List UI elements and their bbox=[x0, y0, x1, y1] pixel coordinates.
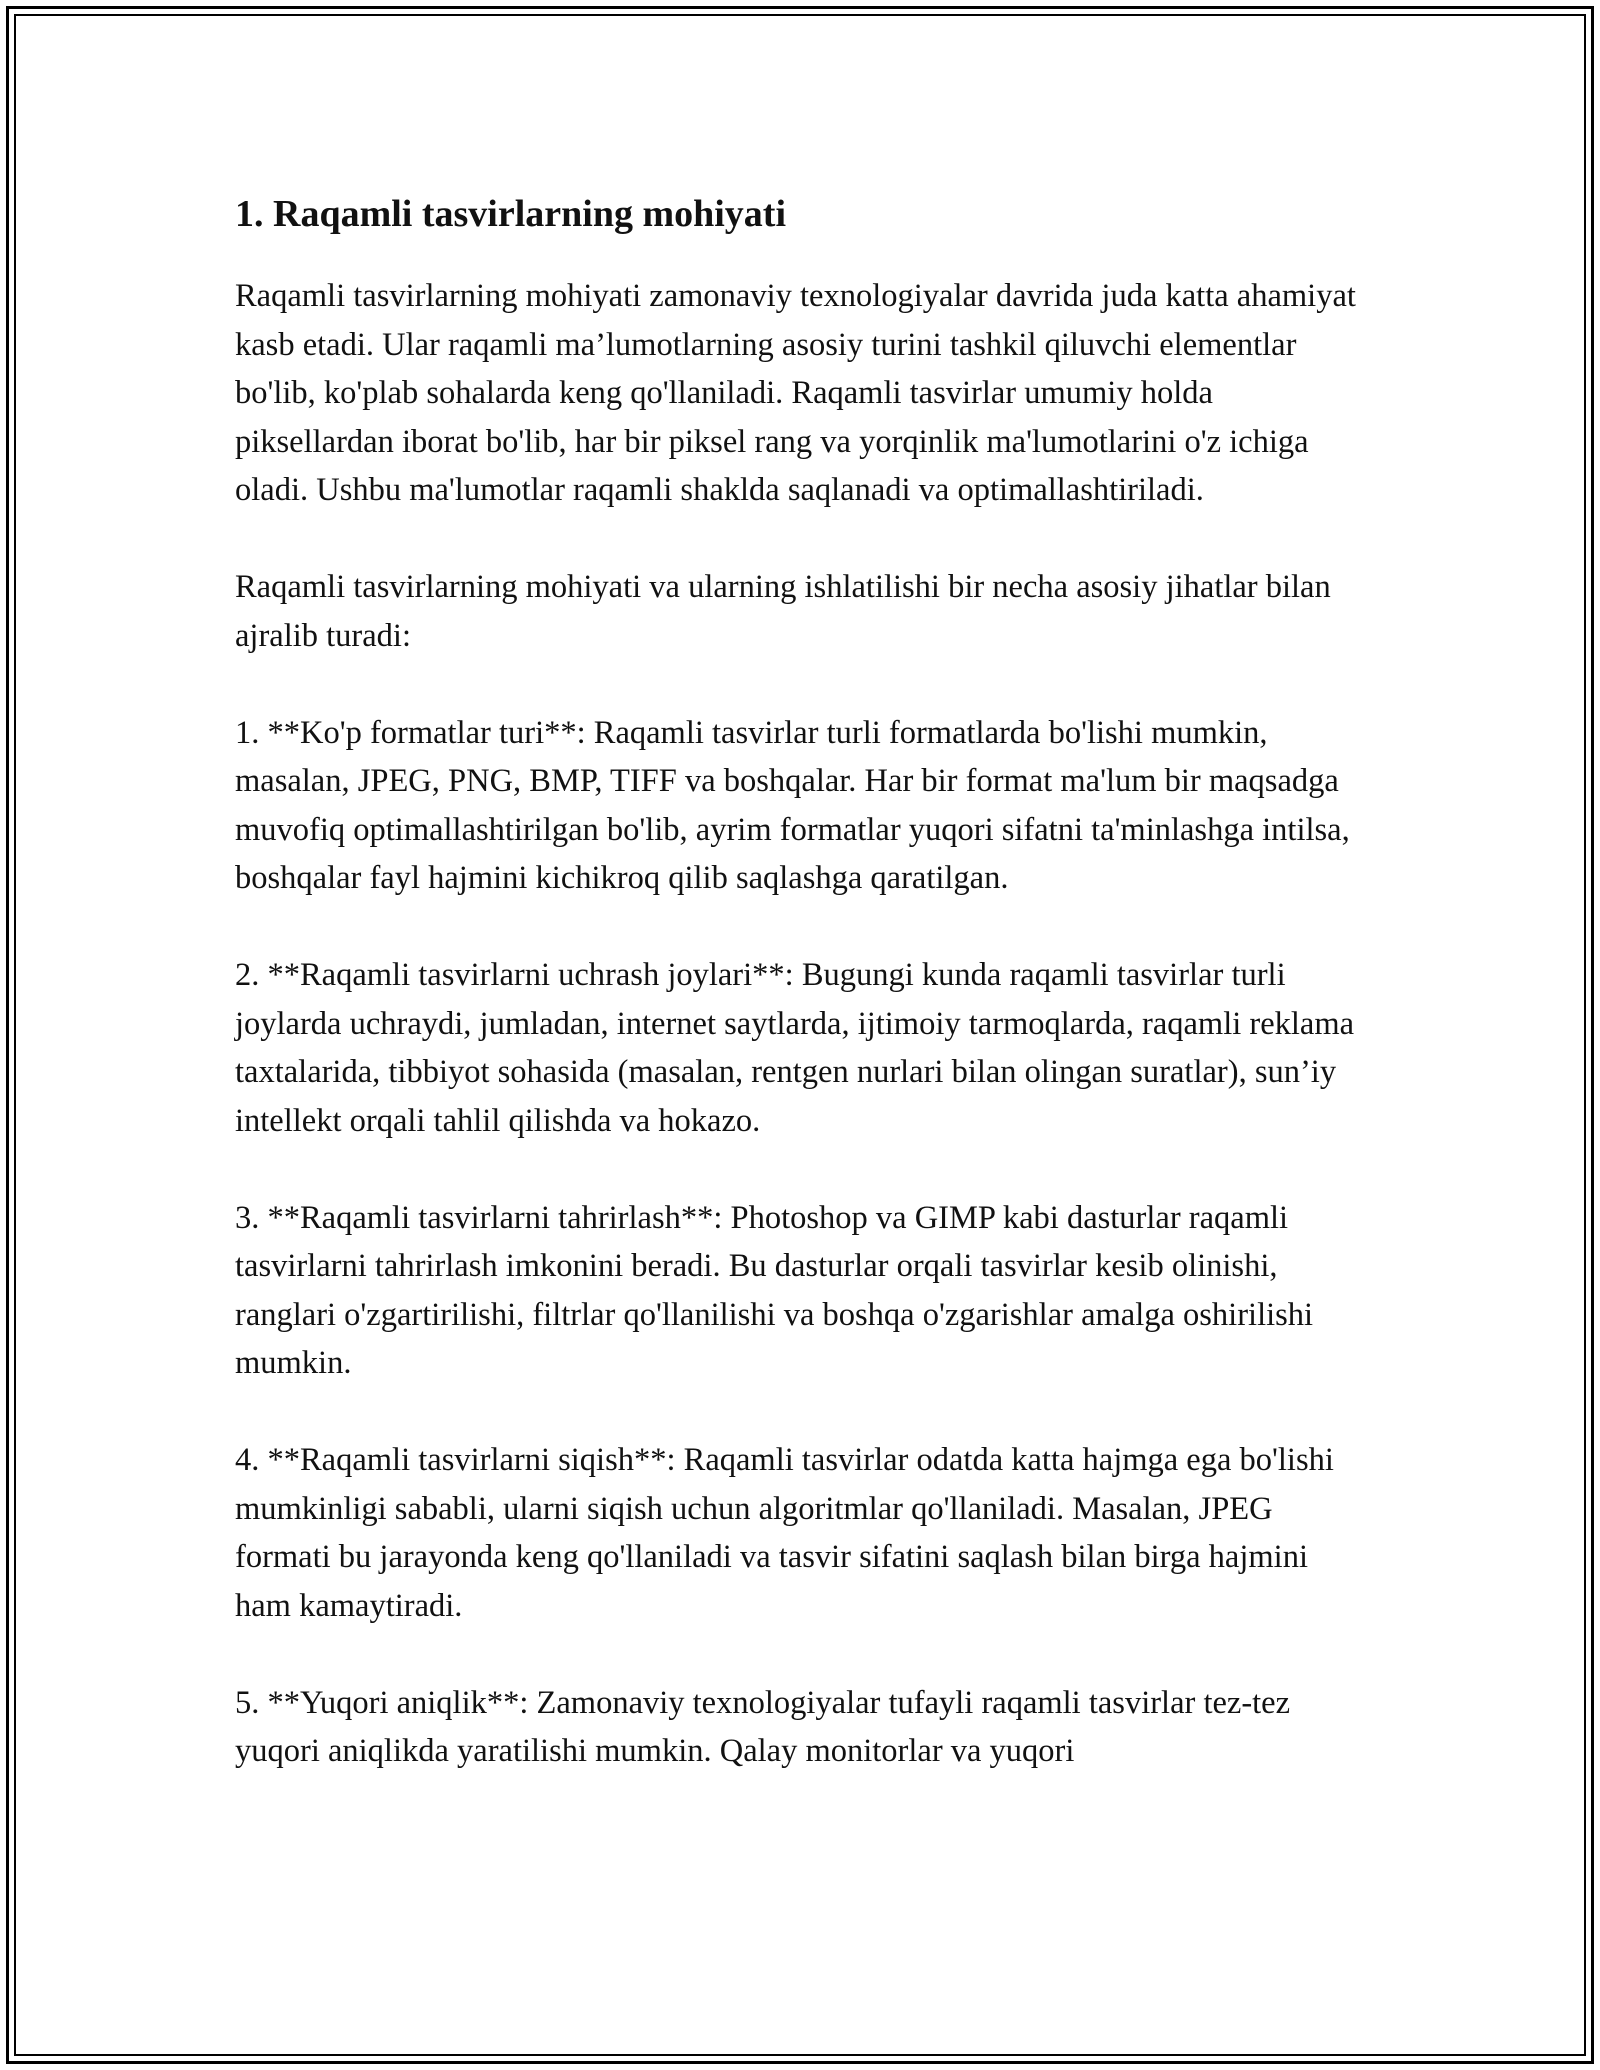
list-item-editing: 3. **Raqamli tasvirlarni tahrirlash**: Photoshop va GIMP kabi dasturlar raqamli tasvirlarni tahrirlash imkonini beradi. Bu dasturlar orqali tasvirlar kesib olinishi, ranglari o'zgartirilishi, filtrlar qo'llanilishi va boshqa o'zgarishlar amalga oshirilishi mumkin. bbox=[235, 1199, 1314, 1381]
list-item-locations: 2. **Raqamli tasvirlarni uchrash joylari**: Bugungi kunda raqamli tasvirlar turli joylarda uchraydi, jumladan, internet saytlarda, ijtimoiy tarmoqlarda, raqamli reklama taxtalarida, tibbiyot sohasida (masalan, rentgen nurlari bilan olingan suratlar), sun’iy intellekt orqali tahlil qilishda va hokazo. bbox=[235, 957, 1355, 1139]
paragraph-intro: Raqamli tasvirlarning mohiyati zamonaviy texnologiyalar davrida juda katta ahamiyat kasb etadi. Ular raqamli ma’lumotlarning asosiy turini tashkil qiluvchi elementlar bo'lib, ko'plab sohalarda keng qo'llaniladi. Raqamli tasvirlar umumiy holda piksellardan iborat bo'lib, har bir piksel rang va yorqinlik ma'lumotlarini o'z ichiga oladi. Ushbu ma'lumotlar raqamli shaklda saqlanadi va optimallashtiriladi. bbox=[235, 278, 1356, 508]
paragraph-aspects-lead: Raqamli tasvirlarning mohiyati va ularning ishlatilishi bir necha asosiy jihatlar bilan ajralib turadi: bbox=[235, 569, 1331, 654]
document-body bbox=[235, 180, 1370, 1824]
list-item-high-resolution: 5. **Yuqori aniqlik**: Zamonaviy texnologiyalar tufayli raqamli tasvirlar tez-tez yuqori aniqlikda yaratilishi mumkin. Qalay monitorlar va yuqori bbox=[235, 1684, 1291, 1769]
section-heading: 1. Raqamli tasvirlarning mohiyati bbox=[235, 193, 787, 235]
list-item-formats: 1. **Ko'p formatlar turi**: Raqamli tasvirlar turli formatlarda bo'lishi mumkin, masalan, JPEG, PNG, BMP, TIFF va boshqalar. Har bir format ma'lum bir maqsadga muvofiq optimallashtirilgan bo'lib, ayrim formatlar yuqori sifatni ta'minlashga intilsa, boshqalar fayl hajmini kichikroq qilib saqlashga qaratilgan. bbox=[235, 714, 1350, 896]
list-item-compression: 4. **Raqamli tasvirlarni siqish**: Raqamli tasvirlar odatda katta hajmga ega bo'lishi mumkinligi sababli, ularni siqish uchun algoritmlar qo'llaniladi. Masalan, JPEG formati bu jarayonda keng qo'llaniladi va tasvir sifatini saqlash bilan birga hajmini ham kamaytiradi. bbox=[235, 1442, 1334, 1624]
